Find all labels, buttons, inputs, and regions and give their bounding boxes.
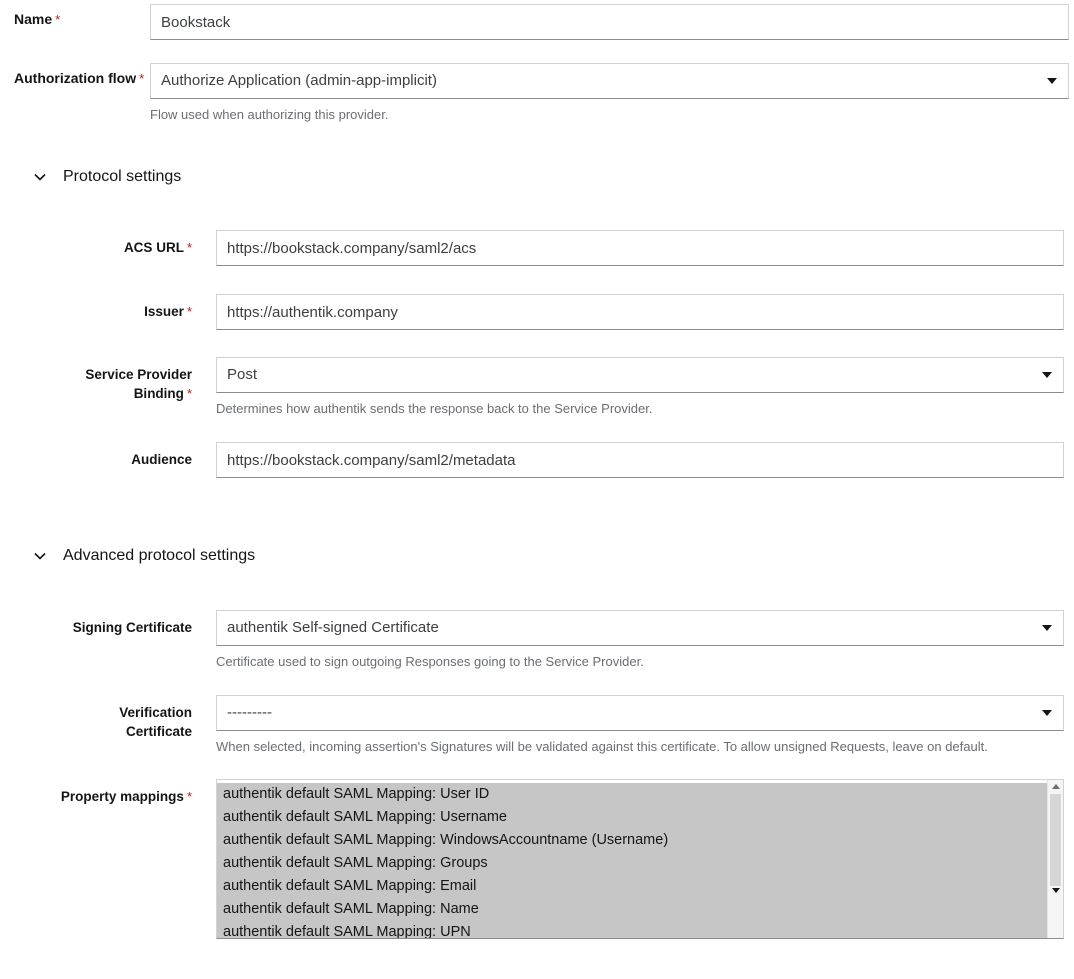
verification-certificate-select-wrap — [216, 695, 1064, 731]
authorization-flow-select-wrap — [150, 63, 1069, 99]
form-row-signing-certificate — [0, 610, 1074, 670]
list-item[interactable]: authentik default SAML Mapping: Groups — [217, 852, 1063, 875]
property-mappings-required-asterisk: * — [186, 789, 192, 804]
form-row-authorization-flow — [0, 63, 1074, 123]
service-provider-binding-required-asterisk: * — [186, 386, 192, 401]
verification-certificate-helper: When selected, incoming assertion's Signatures will be validated against this certificate. To allow unsigned Requests, leave on default. — [216, 739, 988, 754]
scroll-up-icon[interactable] — [1052, 784, 1060, 789]
chevron-down-icon — [30, 167, 50, 187]
service-provider-binding-select[interactable]: Post — [216, 357, 1064, 393]
verification-certificate-label — [52, 695, 202, 741]
name-required-asterisk: * — [55, 12, 61, 27]
audience-label-text: Audience — [131, 452, 192, 467]
form-row-name — [0, 4, 1074, 40]
authorization-flow-field-wrap — [150, 63, 1074, 123]
acs-url-label — [52, 230, 202, 257]
service-provider-binding-select-wrap — [216, 357, 1064, 393]
section-header-advanced-protocol-settings[interactable] — [0, 544, 1074, 568]
signing-certificate-select[interactable]: authentik Self-signed Certificate — [216, 610, 1064, 646]
acs-url-field-wrap — [202, 230, 1069, 266]
verification-certificate-select[interactable]: --------- — [216, 695, 1064, 731]
signing-certificate-select-wrap — [216, 610, 1064, 646]
authorization-flow-label — [0, 63, 150, 86]
authorization-flow-required-asterisk: * — [139, 71, 145, 86]
name-label — [0, 4, 150, 27]
acs-url-required-asterisk: * — [186, 240, 192, 255]
acs-url-input[interactable] — [216, 230, 1064, 266]
authorization-flow-select[interactable]: Authorize Application (admin-app-implicit) — [150, 63, 1069, 99]
chevron-down-icon — [30, 546, 50, 566]
name-label-text: Name — [14, 11, 53, 27]
list-item[interactable]: authentik default SAML Mapping: User ID — [217, 783, 1063, 806]
form-row-issuer — [0, 294, 1074, 330]
issuer-input[interactable] — [216, 294, 1064, 330]
property-mappings-scrollbar[interactable] — [1047, 780, 1063, 938]
name-input[interactable] — [150, 4, 1069, 40]
list-item[interactable]: authentik default SAML Mapping: Username — [217, 806, 1063, 829]
form-row-audience — [0, 442, 1074, 478]
property-mappings-listbox-wrap — [216, 779, 1064, 939]
provider-form — [0, 4, 1074, 939]
section-title-protocol-settings: Protocol settings — [63, 168, 182, 185]
verification-certificate-field-wrap — [202, 695, 1069, 755]
signing-certificate-label — [52, 610, 202, 637]
acs-url-label-text: ACS URL — [123, 240, 184, 255]
audience-input[interactable] — [216, 442, 1064, 478]
signing-certificate-helper: Certificate used to sign outgoing Responses going to the Service Provider. — [216, 654, 644, 669]
scroll-down-icon[interactable] — [1052, 888, 1060, 893]
form-row-property-mappings — [0, 779, 1074, 939]
audience-field-wrap — [202, 442, 1069, 478]
issuer-required-asterisk: * — [186, 304, 192, 319]
service-provider-binding-label — [52, 357, 202, 403]
form-row-service-provider-binding — [0, 357, 1074, 417]
authorization-flow-helper: Flow used when authorizing this provider. — [150, 107, 389, 122]
property-mappings-label-text: Property mappings — [60, 789, 184, 804]
audience-label — [52, 442, 202, 469]
form-row-verification-certificate — [0, 695, 1074, 755]
section-header-protocol-settings[interactable] — [0, 165, 1074, 189]
property-mappings-field-wrap — [202, 779, 1069, 939]
service-provider-binding-field-wrap — [202, 357, 1069, 417]
name-field-wrap — [150, 4, 1074, 40]
issuer-field-wrap — [202, 294, 1069, 330]
property-mappings-listbox[interactable] — [217, 780, 1063, 938]
verification-certificate-label-text: Verification Certificate — [119, 705, 192, 739]
list-item[interactable]: authentik default SAML Mapping: WindowsAccountname (Username) — [217, 829, 1063, 852]
scrollbar-thumb[interactable] — [1050, 794, 1061, 886]
form-row-acs-url — [0, 230, 1074, 266]
issuer-label-text: Issuer — [144, 304, 184, 319]
service-provider-binding-label-text: Service Provider Binding — [85, 367, 192, 401]
list-item[interactable]: authentik default SAML Mapping: Email — [217, 875, 1063, 898]
list-item[interactable]: authentik default SAML Mapping: Name — [217, 898, 1063, 921]
issuer-label — [52, 294, 202, 321]
signing-certificate-label-text: Signing Certificate — [72, 620, 192, 635]
service-provider-binding-helper: Determines how authentik sends the response back to the Service Provider. — [216, 401, 653, 416]
list-item[interactable]: authentik default SAML Mapping: UPN — [217, 921, 1063, 938]
authorization-flow-label-text: Authorization flow — [14, 70, 137, 86]
signing-certificate-field-wrap — [202, 610, 1069, 670]
property-mappings-label — [52, 779, 202, 806]
section-title-advanced-protocol-settings: Advanced protocol settings — [63, 547, 256, 564]
